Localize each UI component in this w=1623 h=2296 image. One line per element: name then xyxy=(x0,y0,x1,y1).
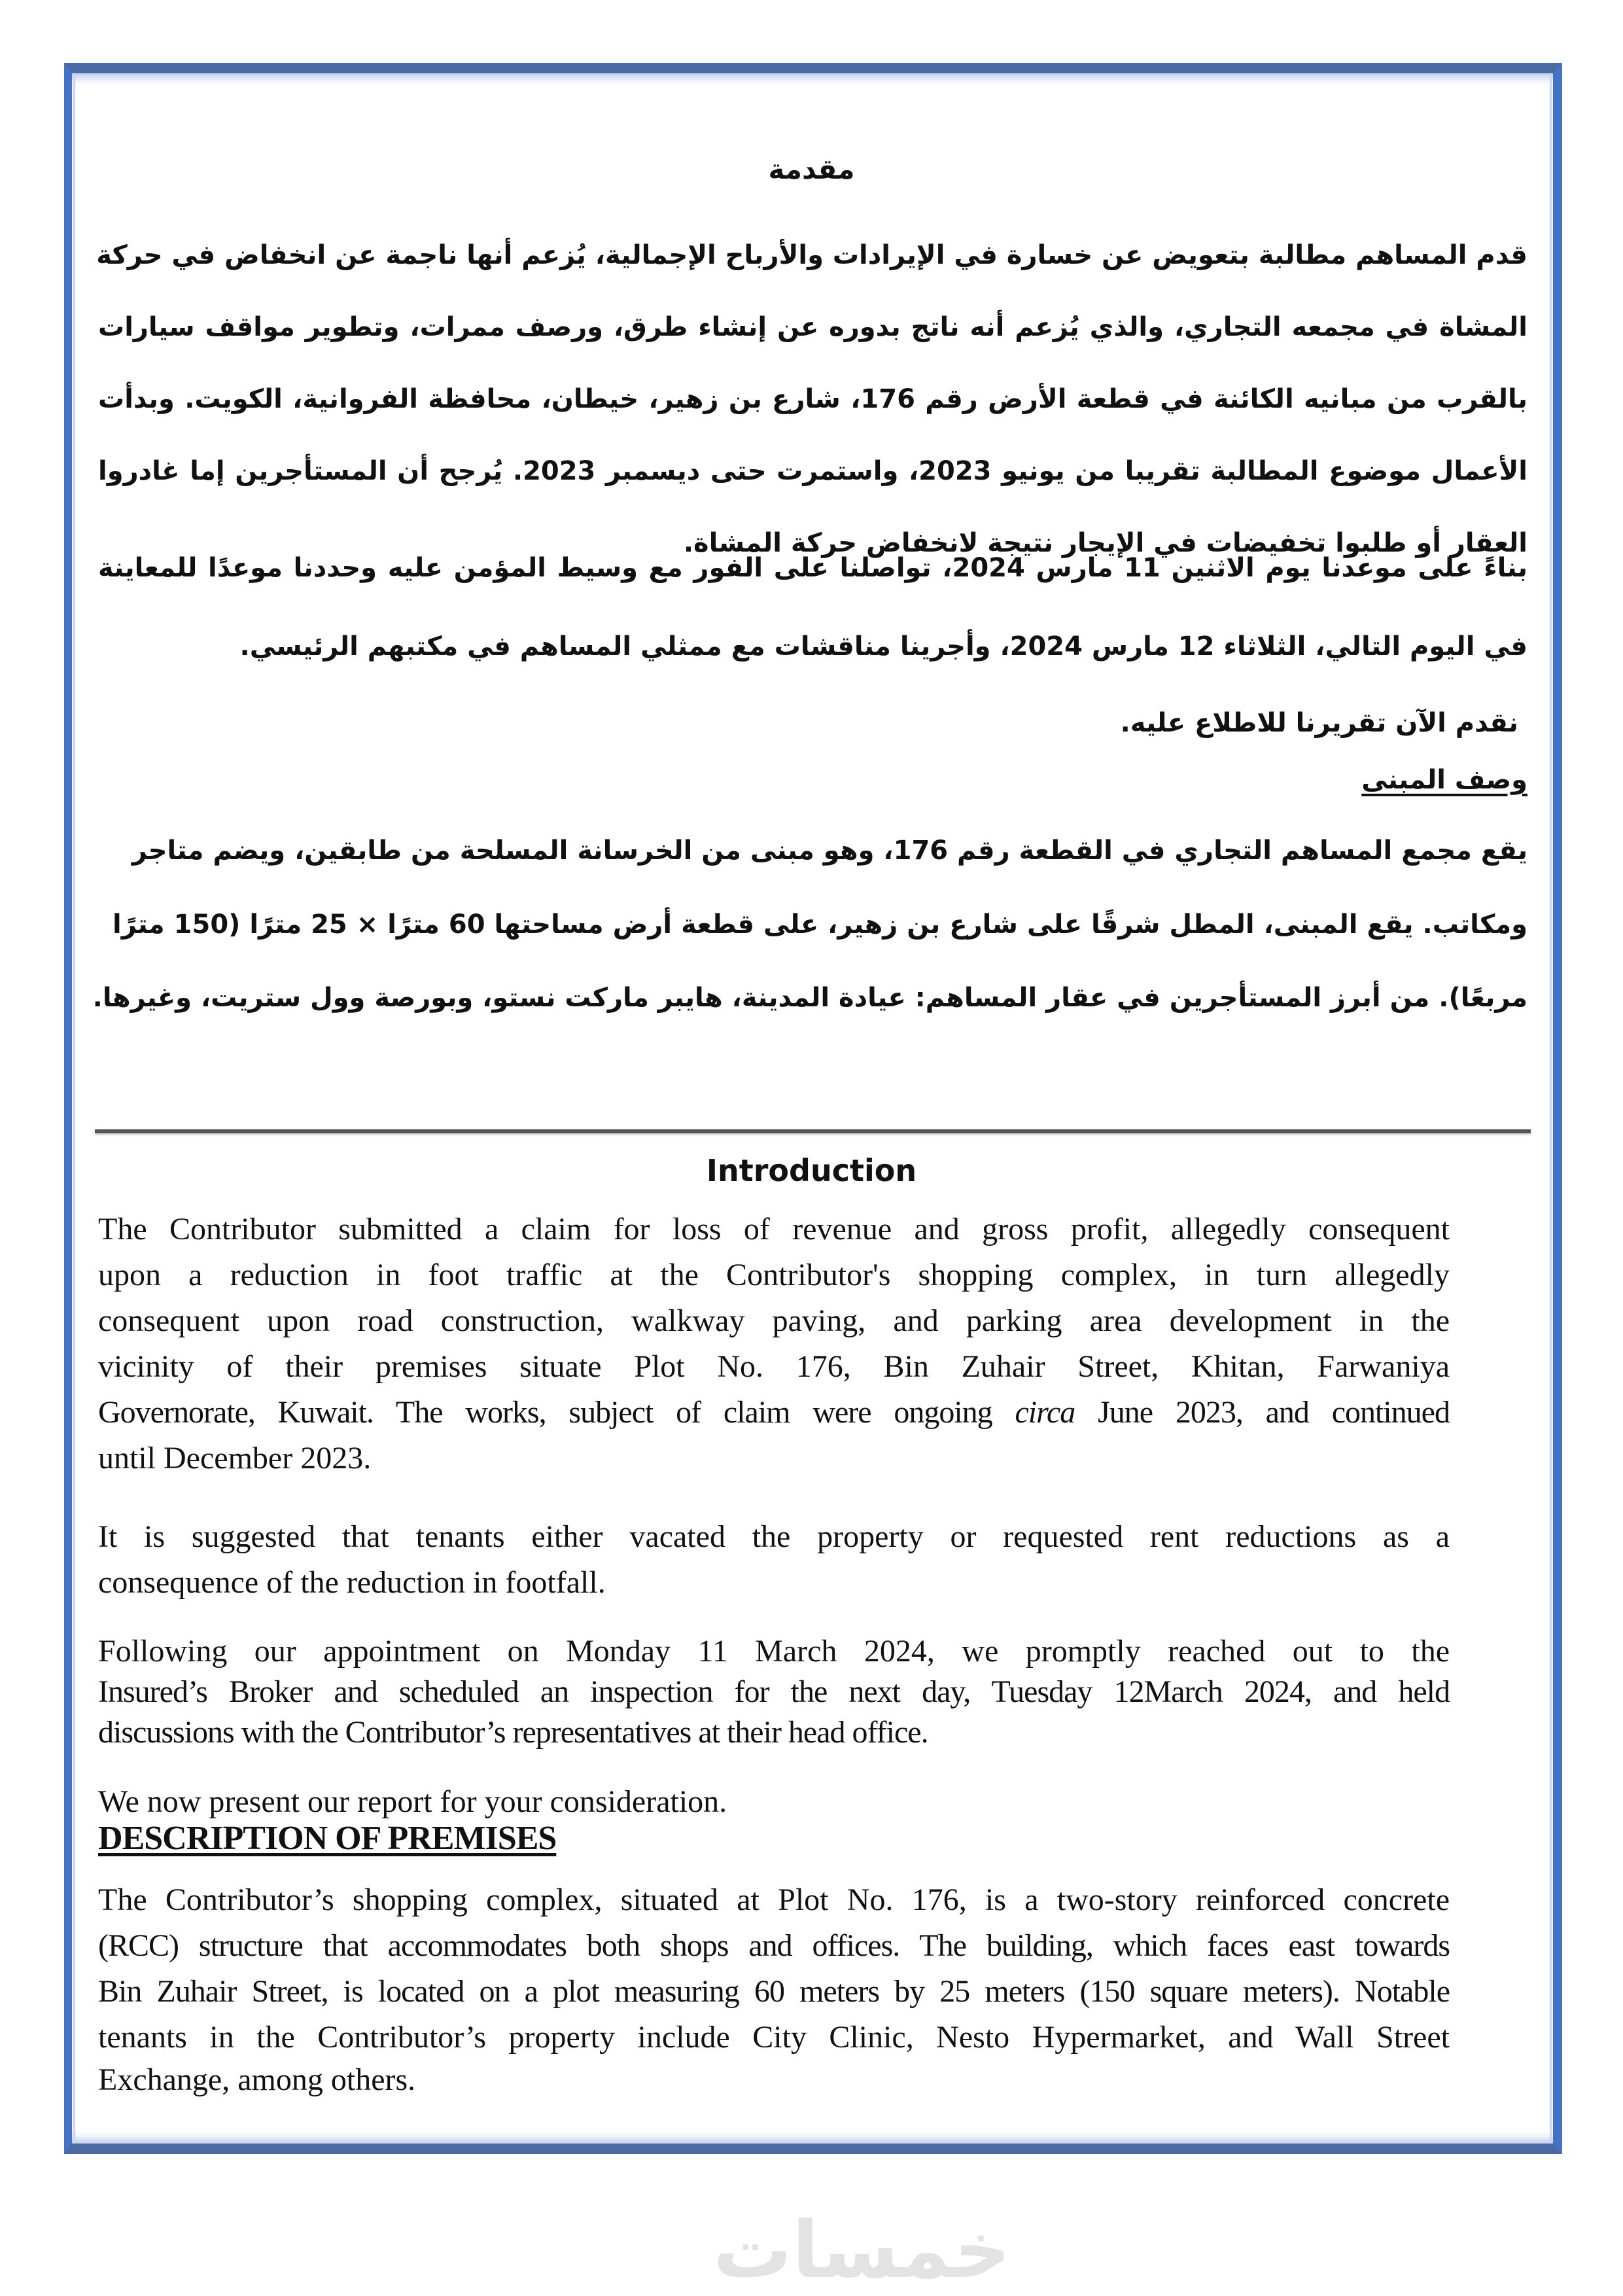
english-appointment-line: discussions with the Contributor’s representatives at their head office. xyxy=(98,1715,928,1750)
english-premises-line: Exchange, among others. xyxy=(98,2062,416,2097)
english-heading-introduction: Introduction xyxy=(706,1153,917,1188)
arabic-premises-line: ومكاتب. يقع المبنى، المطل شرقًا على شارع بن زهير، على قطعة أرض مساحتها 60 مترًا × 25 مترًا (150 مترًا xyxy=(113,910,1528,940)
english-tenants-line: consequence of the reduction in footfall. xyxy=(98,1565,606,1600)
arabic-heading-introduction: مقدمة xyxy=(768,153,855,185)
english-intro-line: vicinity of their premises situate Plot No. 176, Bin Zuhair Street, Khitan, Farwaniya xyxy=(98,1349,1450,1384)
arabic-present-line: نقدم الآن تقريرنا للاطلاع عليه. xyxy=(1120,708,1518,738)
arabic-intro-line: العقار أو طلبوا تخفيضات في الإيجار نتيجة لانخفاض حركة المشاة. xyxy=(683,528,1527,558)
english-tenants-line: It is suggested that tenants either vacated the property or requested rent reductions as a xyxy=(98,1519,1450,1554)
arabic-intro-line: المشاة في مجمعه التجاري، والذي يُزعم أنه ناتج بدوره عن إنشاء طرق، ورصف ممرات، وتطوير مواقف سيارات xyxy=(98,312,1527,342)
arabic-appointment-line: بناءً على موعدنا يوم الاثنين 11 مارس 2024، تواصلنا على الفور مع وسيط المؤمن عليه وحددنا موعدًا للمعاينة xyxy=(98,553,1528,583)
english-appointment-line: Following our appointment on Monday 11 March 2024, we promptly reached out to the xyxy=(98,1634,1450,1669)
english-intro-line: The Contributor submitted a claim for loss of revenue and gross profit, allegedly consequent xyxy=(98,1212,1450,1246)
english-premises-heading: DESCRIPTION OF PREMISES xyxy=(98,1820,557,1857)
english-intro-line: upon a reduction in foot traffic at the Contributor's shopping complex, in turn allegedly xyxy=(98,1258,1450,1292)
arabic-premises-line: مربعًا). من أبرز المستأجرين في عقار المساهم: عيادة المدينة، هايبر ماركت نستو، وبورصة وول ستريت، وغيرها. xyxy=(92,983,1527,1013)
arabic-intro-line: قدم المساهم مطالبة بتعويض عن خسارة في الإيرادات والأرباح الإجمالية، يُزعم أنها ناجمة عن انخفاض في حركة xyxy=(96,240,1527,270)
english-premises-line: The Contributor’s shopping complex, situated at Plot No. 176, is a two-story reinforced concrete xyxy=(98,1882,1450,1917)
english-intro-line xyxy=(98,1397,1450,1428)
english-intro-line: until December 2023. xyxy=(98,1441,372,1475)
english-premises-line: (RCC) structure that accommodates both shops and offices. The building, which faces east towards xyxy=(98,1928,1450,1963)
english-italic-circa: circa xyxy=(1015,1395,1075,1430)
arabic-premises-line: يقع مجمع المساهم التجاري في القطعة رقم 176، وهو مبنى من الخرسانة المسلحة من طابقين، ويضم متاجر xyxy=(131,836,1527,866)
english-appointment-line: Insured’s Broker and scheduled an inspection for the next day, Tuesday 12March 2024, and held xyxy=(98,1674,1450,1709)
section-divider xyxy=(95,1129,1531,1133)
english-premises-line: tenants in the Contributor’s property include City Clinic, Nesto Hypermarket, and Wall Street xyxy=(98,2020,1450,2055)
arabic-intro-line: بالقرب من مبانيه الكائنة في قطعة الأرض رقم 176، شارع بن زهير، خيطان، محافظة الفروانية، الكويت. وبدأت xyxy=(98,384,1528,414)
english-intro-line-text: Governorate, Kuwait. The works, subject of claim were ongoing xyxy=(98,1395,1015,1430)
english-intro-line-tail: June 2023, and continued xyxy=(1075,1395,1450,1430)
english-present-line: We now present our report for your consideration. xyxy=(98,1784,727,1819)
arabic-appointment-line: في اليوم التالي، الثلاثاء 12 مارس 2024، وأجرينا مناقشات مع ممثلي المساهم في مكتبهم الرئيسي. xyxy=(239,631,1527,662)
arabic-intro-line: الأعمال موضوع المطالبة تقريبا من يونيو 2023، واستمرت حتى ديسمبر 2023. يُرجح أن المستأجرين إما غادروا xyxy=(98,456,1528,486)
arabic-premises-heading: وصف المبنى xyxy=(1361,765,1527,795)
english-premises-line: Bin Zuhair Street, is located on a plot measuring 60 meters by 25 meters (150 square meters). Notable xyxy=(98,1974,1450,2009)
english-intro-line: consequent upon road construction, walkway paving, and parking area development in the xyxy=(98,1303,1450,1338)
watermark-logo: خمسات xyxy=(713,2205,1011,2296)
